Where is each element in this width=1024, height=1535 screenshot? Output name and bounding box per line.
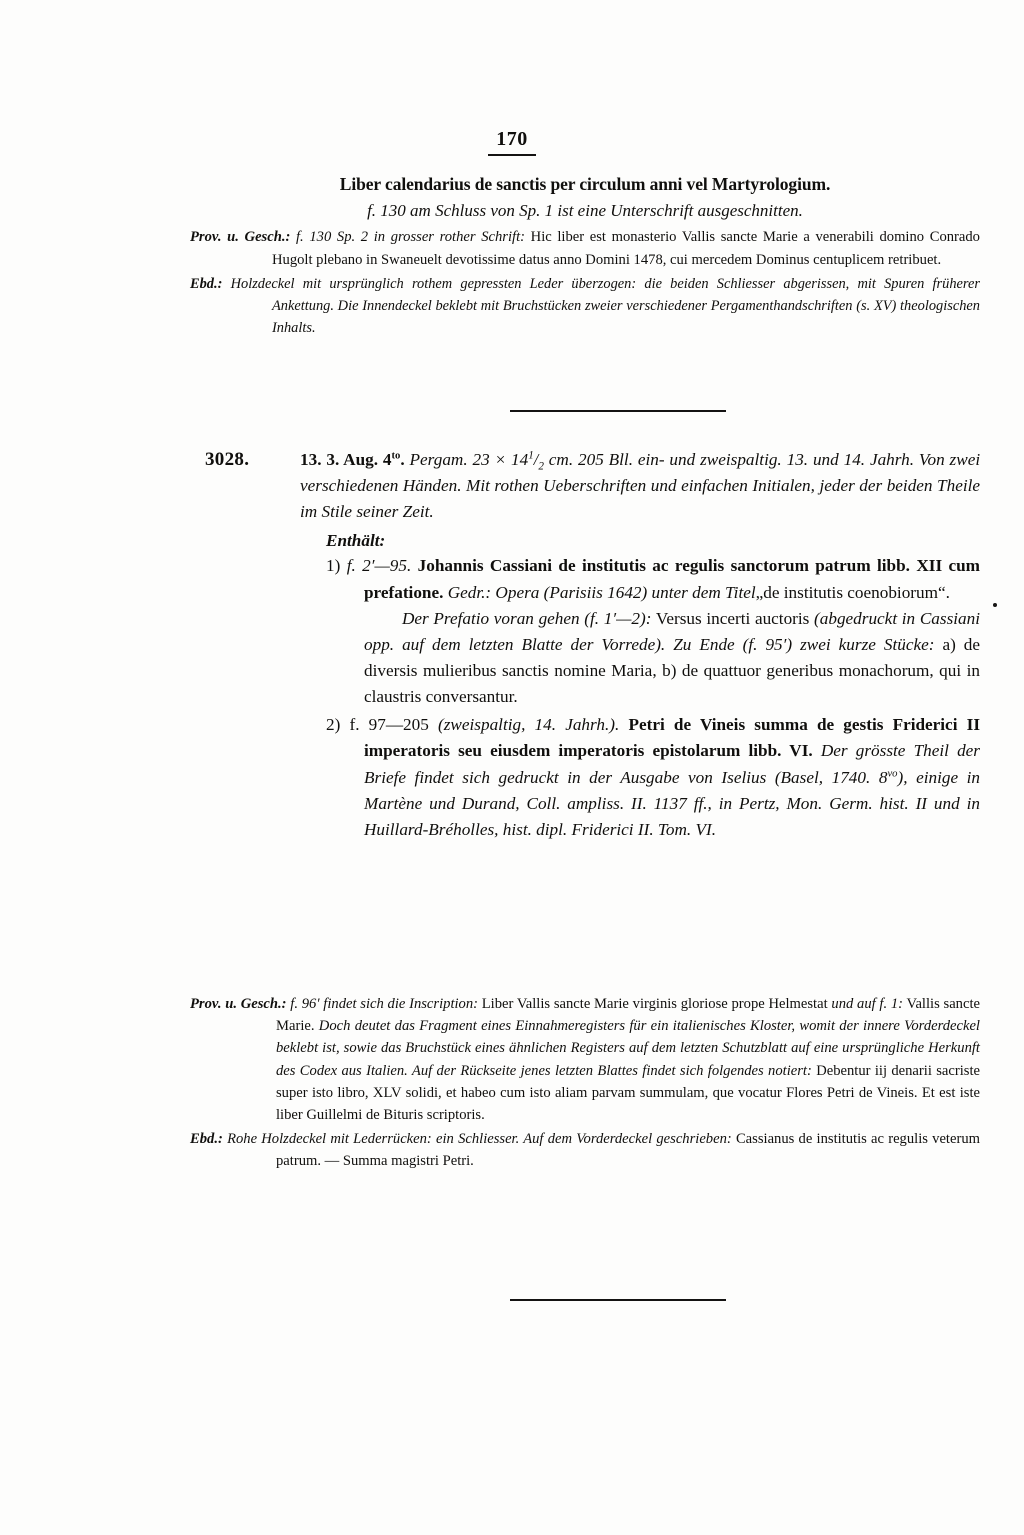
item-1-note-1-roman: Versus incerti auctoris — [655, 608, 810, 628]
entry-dim-unit: cm. — [548, 450, 574, 469]
item-1-quote-close: “. — [938, 582, 950, 602]
entry-material: Pergam. — [409, 450, 468, 469]
multiplication-icon: × — [494, 450, 507, 469]
entry-physical-description — [300, 447, 980, 525]
item-2-marker: 2) — [326, 715, 341, 735]
entry-provenance-label: Prov. u. Gesch.: — [190, 996, 287, 1012]
entry-dim-height — [511, 449, 544, 473]
ink-speck — [993, 603, 997, 607]
fraction-numerator: 1 — [528, 449, 534, 462]
entry-provenance-italic-1: f. 96′ findet sich die Inscription: — [290, 996, 479, 1012]
entry-leaves: 205 Bll. ein- und zweispaltig. — [578, 450, 782, 469]
item-1-note-2-roman: a) de diversis mulieribus sanctis nomine Maria, b) de quattuor generibus monachorum, qui in claustris conversantur. — [364, 634, 981, 707]
contains-label: Enthält: — [326, 531, 386, 551]
entry-dim-width: 23 — [472, 450, 490, 469]
item-2-format-superscript: vo — [887, 767, 898, 779]
item-1-note-2-italic: Zu Ende (f. 95′) zwei kurze Stücke: — [673, 634, 935, 654]
entry-provenance-roman-3: Debentur iij denarii sacriste super isto libro, XLV solidi, et habeo cum isto aliam parvam summulam, que vocatur Flores Petri de Vineis. Et est iste liber Guillelmi de Bituris scriptoris. — [276, 1062, 980, 1123]
entry-provenance-roman-2: Vallis sancte Marie. — [276, 996, 980, 1035]
format-superscript: to — [391, 450, 401, 462]
entry-body — [300, 447, 980, 845]
previous-entry-subline: f. 130 am Schluss von Sp. 1 ist eine Unterschrift ausgeschnitten. — [367, 200, 803, 220]
item-1-printed: Gedr.: Opera (Parisiis 1642) unter dem Titel — [447, 582, 756, 602]
previous-entry-binding-note — [190, 273, 980, 340]
entry-shelfmark-tail: . — [400, 450, 405, 469]
section-divider-top — [510, 410, 726, 412]
item-2-folio-ref: f. 97—205 — [349, 715, 429, 735]
item-1-note-1 — [364, 606, 980, 711]
provenance-text: Hic liber est monasterio Vallis sancte Marie a venerabili domino Conrado Hugolt plebano in Swaneuelt devotissime datus anno Domini 1478, cui mercedem Dominus centuplicem retribuet. — [272, 229, 980, 268]
binding-note-text: Holzdeckel mit ursprünglich rothem gepressten Leder überzogen: die beiden Schliesser abgerissen, mit Spuren früherer Ankettung. Die Innendeckel beklebt mit Bruchstücken zweier verschiedener Pergamenthandschriften (s. XV) theologischen Inhalts. — [230, 275, 980, 337]
entry-provenance-block — [190, 993, 980, 1174]
entry-provenance-italic-2: und auf f. 1: — [831, 996, 904, 1012]
entry-item-1 — [300, 553, 980, 710]
item-1-note-1-italic: Der Prefatio voran gehen (f. 1′—2): — [402, 608, 652, 628]
fraction-denominator: 2 — [538, 460, 544, 473]
provenance-label: Prov. u. Gesch.: — [190, 229, 291, 246]
previous-entry-block — [190, 172, 980, 340]
entry-dim-height-int: 14 — [511, 450, 529, 469]
entry-provenance-italic-3: Doch deutet das Fragment eines Einnahmeregisters für ein italienisches Kloster, womit der innere Vorderdeckel beklebt ist, sowie das Bruchstück eines ähnlichen Registers auf dem letzten Schutzblatt auf eine ursprüngliche Herkunft des Codex aus Italien. Auf der Rückseite jenes letzten Blattes findet sich folgendes notiert: — [276, 1018, 980, 1079]
provenance-italic-lead: f. 130 Sp. 2 in grosser rother Schrift: — [296, 229, 525, 246]
item-1-folio-ref: f. 2′—95. — [346, 556, 412, 576]
entry-item-2 — [300, 712, 980, 843]
item-2-note-part-2: ), einige in Martène und Durand, Coll. ampliss. II. 1137 ff., in Pertz, Mon. Germ. hist. II und in Huillard-Bréholles, hist. dipl. Friderici II. Tom. VI. — [364, 767, 981, 839]
item-2-note-part-1: Der grösste Theil der Briefe findet sich gedruckt in der Ausgabe von Iselius (Basel, 1740. 8 — [364, 741, 980, 787]
entry-shelfmark — [300, 450, 405, 469]
entry-binding-note-label: Ebd.: — [190, 1131, 223, 1148]
item-1-marker: 1) — [326, 556, 341, 576]
entry-provenance-roman-1: Liber Vallis sancte Marie virginis gloriose prope Helmestat — [481, 996, 828, 1012]
previous-entry-provenance — [190, 226, 980, 270]
item-1-quote-open: „ — [755, 582, 764, 602]
entry-provenance — [190, 993, 980, 1126]
entry-number: 3028. — [205, 449, 250, 470]
previous-entry-headline: Liber calendarius de sanctis per circulum anni vel Martyrologium. — [339, 174, 831, 194]
entry-description-rest: 13. und 14. Jahrh. Von zwei verschiedenen Händen. Mit rothen Ueberschriften und einfachen Initialen, jeder der beiden Theile im Stile seiner Zeit. — [300, 450, 981, 522]
section-divider-bottom — [510, 1299, 726, 1301]
entry-shelfmark-text: 13. 3. Aug. 4 — [300, 450, 392, 469]
entry-binding-note-roman: Cassianus de institutis ac regulis veterum patrum. — Summa magistri Petri. — [276, 1131, 980, 1170]
item-2-title: Petri de Vineis summa de gestis Friderici II imperatoris seu eiusdem imperatoris epistolarum libb. VI. — [364, 715, 981, 761]
binding-note-label: Ebd.: — [190, 275, 223, 292]
item-1-note-1-italic-2: (abgedruckt in Cassiani opp. auf dem letzten Blatte der Vorrede). — [364, 608, 981, 654]
entry-binding-note — [190, 1128, 980, 1172]
item-1-quote-text: de institutis coenobiorum — [763, 582, 938, 602]
item-2-folio-note: (zweispaltig, 14. Jahrh.). — [438, 715, 620, 735]
page-number: 170 — [488, 128, 536, 156]
fraction: $^1/_2$ — [528, 449, 544, 473]
entry-binding-note-italic: Rohe Holzdeckel mit Lederrücken: ein Schliesser. Auf dem Vorderdeckel geschrieben: — [227, 1131, 732, 1148]
page-number-area — [0, 128, 1024, 156]
item-1-title: Johannis Cassiani de institutis ac regulis sanctorum patrum libb. XII cum prefatione. — [364, 556, 980, 602]
